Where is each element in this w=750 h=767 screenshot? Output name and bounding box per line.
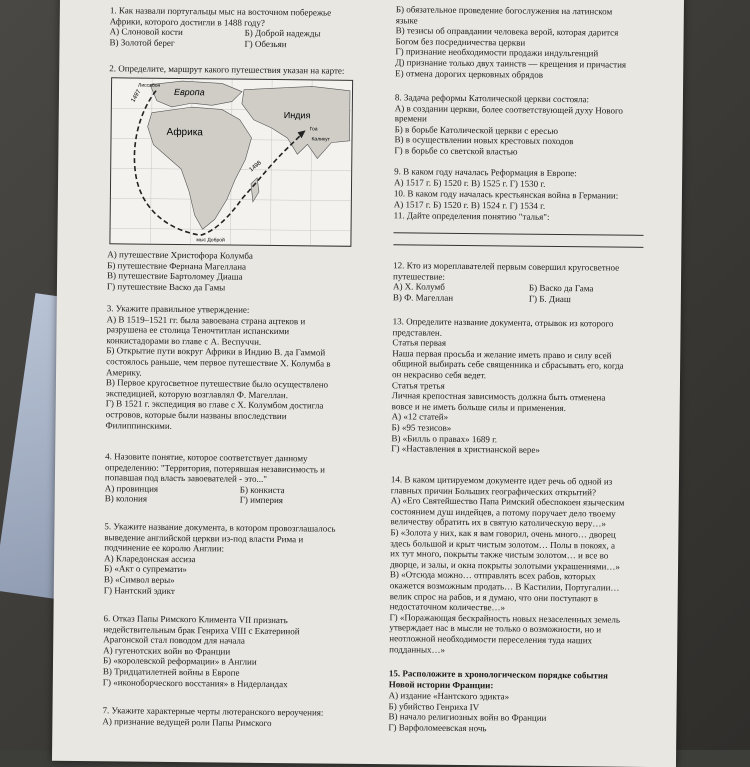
option: А) Кларедонская ассиза [104,553,196,564]
option: Б) путешествие Фернана Магеллана [107,259,247,272]
question-text: 6. Отказ Папы Римского Климента VII признать [103,613,288,626]
option: А) Слоновой кости [109,26,183,38]
question-7 [102,705,372,729]
question-text: 5. Укажите название документа, в котором провозглашалось [104,521,336,534]
option: Е) отмена дорогих церковных обрядов [395,67,544,80]
text-line: Личная крепостная зависимость должна быть отменена [391,390,606,403]
question-text: 8. Задача реформы Католической церкви состояла: [394,92,590,105]
option: Б) Васко да Гама [528,282,594,294]
text-line: недостаточном количестве…» [389,601,506,613]
question-4 [105,451,376,507]
option: Б) «95 тезисов» [391,422,452,433]
option: Б) конкиста [239,484,285,495]
worksheet-page [52,0,684,767]
question-10 [394,188,666,212]
map-label-calicut: Каликут [311,136,330,143]
map-label-lisbon: Лиссабон [138,82,161,89]
question-text: определению: "Территория, потерявшая независимость и [105,461,326,475]
question-text: путешествие: [393,270,446,282]
question-text: Африки, которого достигли в 1488 году? [109,15,265,28]
question-text: 1. Как назвали португальцы мыс на восточном побережье [109,5,332,18]
question-1 [109,5,379,50]
options-line: А) 1517 г. Б) 1520 г. В) 1525 г. Г) 1530 г. [394,176,546,189]
option: Г) в борьбе со светской властью [394,145,518,157]
question-text: 2. Определите, маршрут какого путешествия указан на карте: [109,63,345,76]
text-line: В) «Отсюда можно… отправлять всех рабов, которых [389,569,596,582]
option: Б) убийство Генриха IV [388,700,480,712]
text-line: Америку. [106,366,142,378]
option: Г) путешествие Васко да Гамы [106,281,226,293]
option: А) Х. Колумб [392,281,445,292]
option: А) в создании церкви, более соответствующей духу Нового [394,102,624,116]
text-line: А) В 1519–1521 гг. была завоевана страна ацтеков и [106,313,306,326]
option: Б) «Акт о супремати» [103,563,187,575]
text-line: А) «Его Святейшество Папа Римский обеспокоен языческим [390,495,625,508]
option: Д) признание только двух таинств — крещения и причастия [395,57,627,70]
question-text: 10. В каком году началась крестьянская война в Германии: [393,188,619,201]
option: Г) «Наставления в христианской вере» [391,443,540,455]
route-map [109,77,353,247]
question-text: 14. В каком цитируемом документе идет речь об одной из [390,474,613,487]
question-text: главных причин Больших географических открытий? [390,484,597,497]
option: А) провинция [104,483,159,494]
question-text: подчинение ее королю Англии: [104,542,225,554]
map-label-goa: Гоа [309,126,318,133]
text-line: островов, которые были названы впоследствии [105,409,287,422]
text-line: вовсе и не иметь больше силы и применения. [391,401,566,413]
question-7-continued [395,4,668,81]
option: Б) в борьбе Католической церкви с ересью [394,124,559,136]
text-line: утверждает нас в мысли не только о возможности, но и [389,622,602,635]
question-2 [109,63,379,76]
option: Г) империя [239,495,284,506]
text-line: Наша первая просьба и желание иметь право и силу всей [392,348,612,361]
map-label-year-1498: 1498 [248,160,263,174]
madagascar-island [251,178,259,202]
option: В) Золотой берег [109,37,175,48]
text-line: Филиппинскими. [105,419,173,431]
question-text: 11. Дайте определения понятию "талья": [393,210,550,222]
question-text: 15. Расположите в хронологическом порядке события [388,668,609,681]
option: времени [394,113,427,124]
options-line: А) 1517 г. Б) 1520 г. В) 1524 г. Г) 1534 г. [393,198,546,211]
text-line: их тут много, покрыты также чистым золотом… и все во [390,548,609,561]
options-grid [109,26,379,50]
question-text: попавшая под власть завоевателей - это..." [104,472,268,485]
option: Г) Б. Диаш [528,293,571,304]
text-line: неотложной необходимости переселения туда наших [389,633,593,646]
text-line: он некрасиво себя ведет. [391,369,487,381]
options-grid [105,483,375,507]
text-line: Б) Открытие пути вокруг Африки в Индию В. да Гаммой [106,345,326,358]
option: Б) Доброй надежды [244,27,321,39]
text-line: Статья третья [391,379,445,391]
text-line: состоялось раньше, чем первое путешествие Х. Колумба в [106,356,331,369]
question-8 [394,92,667,158]
question-text: Новой истории Франции: [388,678,494,690]
question-text: представлен. [392,326,443,338]
option: Г) «иконоборческого восстания» в Нидерландах [102,676,288,689]
question-3 [105,303,376,433]
question-text: 4. Назовите понятие, которое соответствует данному [105,451,308,464]
text-line: Г) «Поражающая бескрайность новых незаселенных земель [389,611,621,625]
text-line: Б) «Золота у них, как я вам говорил, очень много… дворец [390,527,616,540]
text-line: В) Первое кругосветное путешествие было осуществлено [105,377,329,390]
question-text: недействительным брак Генриха VIII с Екатериной [103,623,300,636]
option: Г) Обезьян [244,38,287,49]
map-label-cape: мыс Доброй [196,237,225,244]
question-6 [103,613,374,690]
option: В) «Билль о правах» 1689 г. [391,432,498,444]
option: В) начало религиозных войн во Франции [388,711,547,724]
question-14 [389,474,663,657]
option: языке [395,14,418,26]
answer-line [394,232,644,236]
question-text: 3. Укажите правильное утверждение: [106,303,250,315]
option: Б) «королевской реформации» в Англии [102,655,257,668]
answer-line [393,244,643,248]
option: Богом без посредничества церкви [395,36,526,48]
map-label-year-1497: 1497 [130,88,143,104]
option: Г) Нантский эдикт [103,584,175,596]
question-text: 9. В каком году началась Реформация в Европе: [394,166,577,179]
option: А) признание ведущей роли Папы Римского [102,715,272,728]
asia-landmass [241,86,350,159]
text-line: конкистадорами во главе с А. Веспуччи. [106,335,262,347]
question-text: Арагонской стал поводом для начала [103,634,246,646]
option: Г) Варфоломеевская ночь [388,722,487,734]
option: В) путешествие Бартоломеу Диаша [107,270,243,282]
text-line: разрушена ее столица Теночтитлан испанскими [106,324,290,337]
option: А) гугенотских войн во Франции [103,645,231,657]
text-line: экспедицией, которую возглавлял Ф. Магеллан. [105,388,289,400]
question-11 [394,210,666,223]
question-text: 7. Укажите характерные черты лютеранского вероучения: [102,705,324,718]
africa-landmass [147,107,252,230]
option: А) «12 статей» [391,411,449,423]
text-line: общиной выбирать себе священника и сбрасывать его, когда [392,358,624,372]
text-line: окажется возможным продать… В Кастилии, Португалии… [389,580,620,593]
question-text: выведение английской церкви из-под власти Рима и [104,531,304,544]
text-line: дворце, и залы, и окна покрыты золотыми украшениями…» [390,558,620,572]
text-line: состоянием душ индейцев, а потому поручает дело твоему [390,506,616,519]
option: В) тезисы об оправдании человека верой, которая дарится [395,25,619,38]
question-13 [391,316,664,457]
text-line: подданных…» [389,643,446,655]
map-label-europe: Европа [173,86,205,98]
question-15-options [388,690,660,735]
text-line: величеству обратить их в святую католическую веру…» [390,516,606,529]
question-2-options [107,249,377,294]
option: В) Ф. Магеллан [392,292,454,303]
option: А) путешествие Христофора Колумба [107,249,254,261]
text-line: Статья первая [392,337,447,349]
question-text: 13. Определите название документа, отрывок из которого [392,316,614,329]
map-label-india: Индия [283,110,311,121]
question-12 [393,260,665,305]
option: Г) признание необходимости продажи индульгенций [395,46,599,59]
option: А) издание «Нантского эдикта» [388,690,510,702]
text-line: велик спрос на рабов, и я думаю, что они поступают в [389,590,599,603]
text-line: здесь большой и крыт чистым золотом… Полы в покоях, а [390,537,616,551]
options-grid [393,281,665,305]
option: В) Тридцатилетней войны в Европе [102,666,240,678]
option: В) «Символ веры» [103,574,175,585]
map-label-africa: Африка [166,126,203,139]
question-15 [389,668,661,692]
option: В) в осуществлении новых крестовых походов [394,134,574,147]
map-svg [110,78,352,246]
question-text: 12. Кто из мореплавателей первым совершил кругосветное [393,260,620,273]
question-5 [104,521,375,598]
option: Б) обязательное проведение богослужения на латинском [395,4,613,17]
text-line: Г) В 1521 г. экспедиция во главе с Х. Колумбом достигла [105,398,324,411]
question-9 [394,166,666,190]
option: В) колония [104,493,148,505]
